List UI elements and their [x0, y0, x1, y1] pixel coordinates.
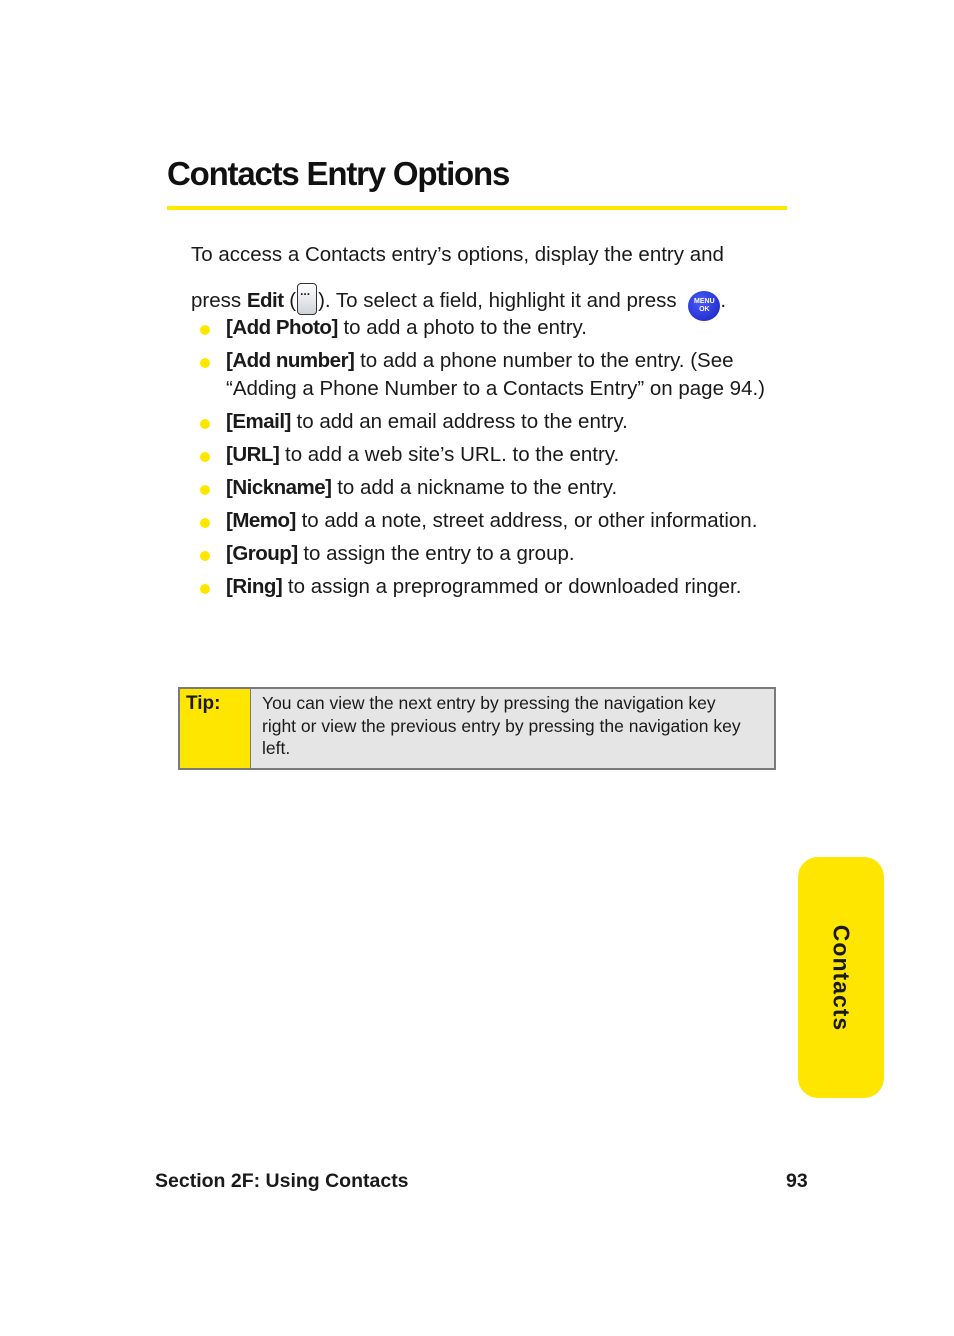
- option-label: [Group]: [226, 542, 298, 565]
- bullet-icon: [200, 358, 210, 368]
- side-tab-label: Contacts: [828, 924, 855, 1031]
- option-label: [URL]: [226, 443, 280, 466]
- option-text: to add a note, street address, or other information.: [295, 509, 758, 532]
- tip-text: You can view the next entry by pressing the navigation key right or view the previous entry by pressing the navigation key left.: [251, 689, 774, 768]
- menu-icon-bottom-text: OK: [699, 306, 710, 313]
- footer-section-title: Section 2F: Using Contacts: [155, 1170, 409, 1192]
- bullet-icon: [200, 551, 210, 561]
- option-text: to add a phone number to the entry. (See “Adding a Phone Number to a Contacts Entry” on page 94.): [226, 349, 766, 400]
- list-item-add-photo: [200, 314, 780, 342]
- option-text: to add a web site’s URL. to the entry.: [279, 443, 620, 466]
- option-label: [Memo]: [226, 509, 296, 532]
- list-item-add-number: [200, 347, 780, 403]
- bullet-icon: [200, 452, 210, 462]
- menu-icon-top-text: MENU: [694, 298, 715, 305]
- tip-label: Tip:: [180, 689, 251, 768]
- option-text: to add an email address to the entry.: [290, 410, 628, 433]
- list-item-url: [200, 441, 780, 469]
- section-side-tab: [798, 857, 884, 1098]
- option-label: [Add number]: [226, 349, 355, 372]
- page-number: 93: [786, 1170, 808, 1192]
- list-item-group: [200, 540, 780, 568]
- edit-label: Edit: [246, 289, 284, 312]
- option-text: to add a nickname to the entry.: [331, 476, 618, 499]
- option-text: to assign a preprogrammed or downloaded ringer.: [282, 575, 742, 598]
- bullet-icon: [200, 485, 210, 495]
- list-item-nickname: [200, 474, 780, 502]
- intro-press: press: [191, 289, 247, 312]
- option-label: [Ring]: [226, 575, 283, 598]
- title-underline: [167, 206, 787, 210]
- option-label: [Email]: [226, 410, 291, 433]
- intro-paragraph: [191, 232, 771, 324]
- list-item-memo: [200, 507, 780, 535]
- edit-softkey-icon: [297, 283, 317, 315]
- list-item-ring: [200, 573, 780, 601]
- intro-after-edit: ). To select a field, highlight it and press: [318, 289, 683, 312]
- intro-line-1: To access a Contacts entry’s options, display the entry and: [191, 243, 724, 266]
- option-label: [Add Photo]: [226, 316, 338, 339]
- intro-open-paren: (: [283, 289, 297, 312]
- tip-box: [178, 687, 776, 770]
- option-label: [Nickname]: [226, 476, 332, 499]
- bullet-icon: [200, 325, 210, 335]
- page-title: Contacts Entry Options: [167, 155, 510, 192]
- bullet-icon: [200, 518, 210, 528]
- list-item-email: [200, 408, 780, 436]
- intro-end: .: [720, 289, 727, 312]
- options-list: [200, 314, 780, 606]
- bullet-icon: [200, 419, 210, 429]
- option-text: to add a photo to the entry.: [337, 316, 587, 339]
- option-text: to assign the entry to a group.: [297, 542, 575, 565]
- bullet-icon: [200, 584, 210, 594]
